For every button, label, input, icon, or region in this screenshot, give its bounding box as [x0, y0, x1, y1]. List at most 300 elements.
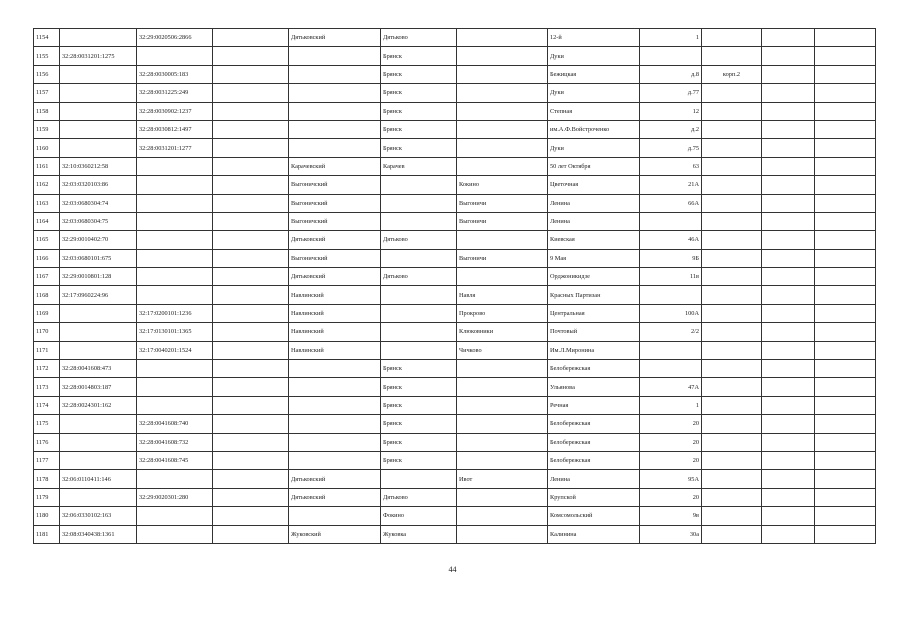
extra-cell-1 — [762, 323, 815, 341]
table-row — [34, 157, 876, 175]
cadastral-number-alt-cell: 32:28:0031225:249 — [137, 84, 213, 102]
extra-cell-2 — [815, 29, 876, 47]
city-cell: Брянск — [381, 433, 457, 451]
table-row — [34, 231, 876, 249]
extra-cell-1 — [762, 84, 815, 102]
building-cell — [702, 507, 762, 525]
settlement-cell: Выгоничи — [457, 249, 548, 267]
row-number-cell: 1166 — [34, 249, 60, 267]
cadastral-number-cell: 32:28:0041608:473 — [60, 360, 137, 378]
building-cell — [702, 470, 762, 488]
blank-cell — [213, 65, 289, 83]
cadastral-number-cell: 32:29:0010801:128 — [60, 268, 137, 286]
settlement-cell — [457, 65, 548, 83]
table-row — [34, 120, 876, 138]
building-cell — [702, 47, 762, 65]
district-cell — [289, 65, 381, 83]
city-cell — [381, 194, 457, 212]
extra-cell-1 — [762, 286, 815, 304]
building-cell — [702, 29, 762, 47]
building-cell — [702, 323, 762, 341]
city-cell — [381, 249, 457, 267]
building-cell — [702, 415, 762, 433]
district-cell: Жуковский — [289, 525, 381, 543]
street-cell: Речная — [548, 396, 640, 414]
house-cell: 66А — [640, 194, 702, 212]
cadastral-number-cell: 32:08:0340438:1361 — [60, 525, 137, 543]
settlement-cell — [457, 396, 548, 414]
row-number-cell: 1178 — [34, 470, 60, 488]
row-number-cell: 1154 — [34, 29, 60, 47]
cadastral-number-cell — [60, 433, 137, 451]
cadastral-number-alt-cell: 32:28:0031201:1277 — [137, 139, 213, 157]
blank-cell — [213, 157, 289, 175]
table-row — [34, 286, 876, 304]
street-cell: Белобережская — [548, 433, 640, 451]
cadastral-number-cell — [60, 65, 137, 83]
settlement-cell — [457, 378, 548, 396]
row-number-cell: 1181 — [34, 525, 60, 543]
city-cell: Карачев — [381, 157, 457, 175]
city-cell: Брянск — [381, 139, 457, 157]
district-cell — [289, 415, 381, 433]
settlement-cell — [457, 157, 548, 175]
cadastral-number-alt-cell — [137, 470, 213, 488]
district-cell — [289, 378, 381, 396]
extra-cell-2 — [815, 212, 876, 230]
blank-cell — [213, 396, 289, 414]
cadastral-number-alt-cell: 32:28:0030812:1497 — [137, 120, 213, 138]
table-row — [34, 433, 876, 451]
settlement-cell: Выгоничи — [457, 212, 548, 230]
city-cell: Дятьково — [381, 488, 457, 506]
cadastral-number-alt-cell — [137, 194, 213, 212]
house-cell: 1 — [640, 29, 702, 47]
city-cell: Брянск — [381, 378, 457, 396]
blank-cell — [213, 451, 289, 469]
city-cell: Брянск — [381, 396, 457, 414]
street-cell: Центральная — [548, 304, 640, 322]
building-cell — [702, 120, 762, 138]
table-row — [34, 323, 876, 341]
city-cell: Фокино — [381, 507, 457, 525]
house-cell: д.77 — [640, 84, 702, 102]
settlement-cell — [457, 360, 548, 378]
city-cell: Брянск — [381, 47, 457, 65]
district-cell: Выгоничский — [289, 212, 381, 230]
street-cell: Цветочная — [548, 176, 640, 194]
house-cell — [640, 212, 702, 230]
row-number-cell: 1174 — [34, 396, 60, 414]
building-cell — [702, 139, 762, 157]
cadastral-number-alt-cell — [137, 360, 213, 378]
house-cell: 11в — [640, 268, 702, 286]
cadastral-number-alt-cell: 32:28:0041608:740 — [137, 415, 213, 433]
city-cell: Дятьково — [381, 29, 457, 47]
house-cell: д.2 — [640, 120, 702, 138]
city-cell: Брянск — [381, 415, 457, 433]
table-row — [34, 176, 876, 194]
table-row — [34, 525, 876, 543]
table-row — [34, 194, 876, 212]
table-row — [34, 84, 876, 102]
cadastral-number-alt-cell: 32:28:0041608:732 — [137, 433, 213, 451]
cadastral-number-cell: 32:28:0031201:1275 — [60, 47, 137, 65]
street-cell: Белобережская — [548, 360, 640, 378]
district-cell — [289, 84, 381, 102]
district-cell: Выгоничский — [289, 194, 381, 212]
row-number-cell: 1161 — [34, 157, 60, 175]
house-cell — [640, 341, 702, 359]
city-cell: Дятьково — [381, 231, 457, 249]
street-cell: Ленина — [548, 470, 640, 488]
street-cell: Ленина — [548, 212, 640, 230]
row-number-cell: 1165 — [34, 231, 60, 249]
house-cell: 1 — [640, 396, 702, 414]
extra-cell-2 — [815, 120, 876, 138]
building-cell — [702, 176, 762, 194]
building-cell — [702, 231, 762, 249]
blank-cell — [213, 488, 289, 506]
table-row — [34, 507, 876, 525]
house-cell — [640, 47, 702, 65]
row-number-cell: 1159 — [34, 120, 60, 138]
settlement-cell: Выгоничи — [457, 194, 548, 212]
extra-cell-2 — [815, 249, 876, 267]
blank-cell — [213, 29, 289, 47]
cadastral-number-alt-cell — [137, 268, 213, 286]
district-cell — [289, 139, 381, 157]
city-cell — [381, 212, 457, 230]
extra-cell-1 — [762, 268, 815, 286]
street-cell: Киевская — [548, 231, 640, 249]
building-cell — [702, 451, 762, 469]
table-row — [34, 360, 876, 378]
table-row — [34, 212, 876, 230]
building-cell: корп.2 — [702, 65, 762, 83]
cadastral-number-cell: 32:29:0010402:70 — [60, 231, 137, 249]
row-number-cell: 1172 — [34, 360, 60, 378]
extra-cell-2 — [815, 268, 876, 286]
blank-cell — [213, 341, 289, 359]
settlement-cell — [457, 525, 548, 543]
extra-cell-1 — [762, 194, 815, 212]
row-number-cell: 1176 — [34, 433, 60, 451]
district-cell: Выгоничский — [289, 249, 381, 267]
district-cell: Карачевский — [289, 157, 381, 175]
cadastral-number-cell — [60, 415, 137, 433]
extra-cell-2 — [815, 488, 876, 506]
settlement-cell — [457, 433, 548, 451]
building-cell — [702, 157, 762, 175]
settlement-cell: Ивот — [457, 470, 548, 488]
extra-cell-2 — [815, 157, 876, 175]
city-cell — [381, 323, 457, 341]
table-row — [34, 451, 876, 469]
extra-cell-2 — [815, 102, 876, 120]
house-cell: 20 — [640, 433, 702, 451]
house-cell: 63 — [640, 157, 702, 175]
cadastral-number-alt-cell: 32:28:0041608:745 — [137, 451, 213, 469]
house-cell: 30а — [640, 525, 702, 543]
settlement-cell — [457, 268, 548, 286]
street-cell: Дуки — [548, 139, 640, 157]
row-number-cell: 1158 — [34, 102, 60, 120]
city-cell: Дятьково — [381, 268, 457, 286]
cadastral-number-alt-cell — [137, 249, 213, 267]
city-cell: Брянск — [381, 102, 457, 120]
cadastral-number-cell — [60, 451, 137, 469]
table-row — [34, 304, 876, 322]
row-number-cell: 1156 — [34, 65, 60, 83]
district-cell — [289, 47, 381, 65]
building-cell — [702, 212, 762, 230]
street-cell: Почтовый — [548, 323, 640, 341]
extra-cell-2 — [815, 415, 876, 433]
cadastral-number-cell: 32:28:0024301:162 — [60, 396, 137, 414]
extra-cell-2 — [815, 231, 876, 249]
house-cell: д.8 — [640, 65, 702, 83]
extra-cell-2 — [815, 378, 876, 396]
cadastral-number-cell: 32:03:0680304:74 — [60, 194, 137, 212]
cadastral-number-cell: 32:06:0110411:146 — [60, 470, 137, 488]
blank-cell — [213, 304, 289, 322]
blank-cell — [213, 194, 289, 212]
extra-cell-1 — [762, 304, 815, 322]
street-cell: Крупской — [548, 488, 640, 506]
city-cell — [381, 304, 457, 322]
district-cell: Навлинский — [289, 286, 381, 304]
settlement-cell — [457, 231, 548, 249]
extra-cell-1 — [762, 157, 815, 175]
extra-cell-1 — [762, 378, 815, 396]
house-cell: 20 — [640, 415, 702, 433]
house-cell: 47А — [640, 378, 702, 396]
cadastral-number-cell: 32:03:0680101:675 — [60, 249, 137, 267]
district-cell — [289, 451, 381, 469]
district-cell: Навлинский — [289, 304, 381, 322]
city-cell: Брянск — [381, 65, 457, 83]
extra-cell-2 — [815, 396, 876, 414]
blank-cell — [213, 84, 289, 102]
cadastral-number-cell: 32:03:0320103:86 — [60, 176, 137, 194]
extra-cell-1 — [762, 29, 815, 47]
settlement-cell: Прокрово — [457, 304, 548, 322]
extra-cell-2 — [815, 65, 876, 83]
blank-cell — [213, 120, 289, 138]
building-cell — [702, 433, 762, 451]
page-number: 44 — [448, 565, 457, 574]
table-row — [34, 488, 876, 506]
row-number-cell: 1177 — [34, 451, 60, 469]
row-number-cell: 1173 — [34, 378, 60, 396]
row-number-cell: 1169 — [34, 304, 60, 322]
settlement-cell: Кокино — [457, 176, 548, 194]
house-cell: д.75 — [640, 139, 702, 157]
settlement-cell — [457, 415, 548, 433]
street-cell: Калинина — [548, 525, 640, 543]
house-cell: 20 — [640, 488, 702, 506]
row-number-cell: 1155 — [34, 47, 60, 65]
street-cell: Дуки — [548, 84, 640, 102]
house-cell: 95А — [640, 470, 702, 488]
extra-cell-2 — [815, 525, 876, 543]
cadastral-number-alt-cell — [137, 396, 213, 414]
cadastral-number-alt-cell: 32:17:0040201:1524 — [137, 341, 213, 359]
street-cell: Орджоникидзе — [548, 268, 640, 286]
building-cell — [702, 249, 762, 267]
cadastral-number-cell — [60, 323, 137, 341]
street-cell: Степная — [548, 102, 640, 120]
district-cell: Дятьковский — [289, 470, 381, 488]
blank-cell — [213, 360, 289, 378]
blank-cell — [213, 323, 289, 341]
extra-cell-2 — [815, 286, 876, 304]
extra-cell-2 — [815, 194, 876, 212]
extra-cell-2 — [815, 360, 876, 378]
blank-cell — [213, 507, 289, 525]
street-cell: Ульянова — [548, 378, 640, 396]
building-cell — [702, 488, 762, 506]
extra-cell-1 — [762, 249, 815, 267]
street-cell: 50 лет Октября — [548, 157, 640, 175]
blank-cell — [213, 249, 289, 267]
extra-cell-1 — [762, 433, 815, 451]
extra-cell-2 — [815, 433, 876, 451]
blank-cell — [213, 212, 289, 230]
house-cell: 9Б — [640, 249, 702, 267]
extra-cell-2 — [815, 451, 876, 469]
extra-cell-2 — [815, 323, 876, 341]
street-cell: Комсомольский — [548, 507, 640, 525]
table-row — [34, 139, 876, 157]
extra-cell-1 — [762, 212, 815, 230]
settlement-cell — [457, 102, 548, 120]
street-cell: 9 Мая — [548, 249, 640, 267]
city-cell — [381, 286, 457, 304]
building-cell — [702, 341, 762, 359]
cadastral-objects-table — [33, 28, 876, 544]
row-number-cell: 1164 — [34, 212, 60, 230]
table-row — [34, 470, 876, 488]
cadastral-number-cell — [60, 488, 137, 506]
blank-cell — [213, 433, 289, 451]
cadastral-number-cell — [60, 120, 137, 138]
street-cell: Белобережская — [548, 415, 640, 433]
settlement-cell — [457, 139, 548, 157]
cadastral-number-alt-cell: 32:17:0130101:1365 — [137, 323, 213, 341]
house-cell: 100А — [640, 304, 702, 322]
row-number-cell: 1160 — [34, 139, 60, 157]
district-cell: Дятьковский — [289, 488, 381, 506]
blank-cell — [213, 378, 289, 396]
extra-cell-1 — [762, 415, 815, 433]
cadastral-number-alt-cell — [137, 157, 213, 175]
district-cell: Дятьковский — [289, 268, 381, 286]
extra-cell-1 — [762, 470, 815, 488]
extra-cell-1 — [762, 47, 815, 65]
cadastral-number-cell: 32:28:0014803:187 — [60, 378, 137, 396]
blank-cell — [213, 47, 289, 65]
extra-cell-1 — [762, 65, 815, 83]
extra-cell-1 — [762, 488, 815, 506]
cadastral-number-cell — [60, 29, 137, 47]
district-cell — [289, 102, 381, 120]
extra-cell-1 — [762, 360, 815, 378]
blank-cell — [213, 176, 289, 194]
cadastral-number-alt-cell: 32:29:0020301:280 — [137, 488, 213, 506]
extra-cell-2 — [815, 176, 876, 194]
building-cell — [702, 304, 762, 322]
street-cell: Белобережская — [548, 451, 640, 469]
city-cell — [381, 470, 457, 488]
city-cell: Жуковка — [381, 525, 457, 543]
blank-cell — [213, 139, 289, 157]
row-number-cell: 1170 — [34, 323, 60, 341]
settlement-cell — [457, 47, 548, 65]
building-cell — [702, 194, 762, 212]
cadastral-number-cell: 32:06:0330102:163 — [60, 507, 137, 525]
extra-cell-1 — [762, 176, 815, 194]
blank-cell — [213, 268, 289, 286]
house-cell: 12 — [640, 102, 702, 120]
extra-cell-2 — [815, 139, 876, 157]
building-cell — [702, 378, 762, 396]
house-cell: 46А — [640, 231, 702, 249]
cadastral-number-cell — [60, 341, 137, 359]
blank-cell — [213, 470, 289, 488]
extra-cell-1 — [762, 396, 815, 414]
cadastral-number-alt-cell — [137, 176, 213, 194]
table-row — [34, 415, 876, 433]
house-cell: 9в — [640, 507, 702, 525]
blank-cell — [213, 286, 289, 304]
cadastral-number-alt-cell — [137, 47, 213, 65]
cadastral-number-alt-cell — [137, 525, 213, 543]
extra-cell-1 — [762, 341, 815, 359]
house-cell: 2/2 — [640, 323, 702, 341]
cadastral-number-alt-cell: 32:29:0020506:2866 — [137, 29, 213, 47]
district-cell: Выгоничский — [289, 176, 381, 194]
cadastral-number-alt-cell: 32:28:0030902:1237 — [137, 102, 213, 120]
street-cell: Красных Партизан — [548, 286, 640, 304]
building-cell — [702, 102, 762, 120]
city-cell: Брянск — [381, 451, 457, 469]
building-cell — [702, 396, 762, 414]
settlement-cell — [457, 507, 548, 525]
district-cell — [289, 396, 381, 414]
city-cell: Брянск — [381, 84, 457, 102]
cadastral-number-alt-cell — [137, 231, 213, 249]
extra-cell-1 — [762, 102, 815, 120]
extra-cell-1 — [762, 525, 815, 543]
table-row — [34, 268, 876, 286]
extra-cell-2 — [815, 84, 876, 102]
extra-cell-1 — [762, 139, 815, 157]
settlement-cell: Чичково — [457, 341, 548, 359]
city-cell: Брянск — [381, 120, 457, 138]
district-cell: Навлинский — [289, 341, 381, 359]
table-row — [34, 341, 876, 359]
table-row — [34, 65, 876, 83]
cadastral-number-cell — [60, 102, 137, 120]
extra-cell-2 — [815, 507, 876, 525]
blank-cell — [213, 415, 289, 433]
extra-cell-1 — [762, 231, 815, 249]
street-cell: им.А.Ф.Войстроченко — [548, 120, 640, 138]
house-cell: 20 — [640, 451, 702, 469]
cadastral-number-alt-cell: 32:28:0030005:183 — [137, 65, 213, 83]
